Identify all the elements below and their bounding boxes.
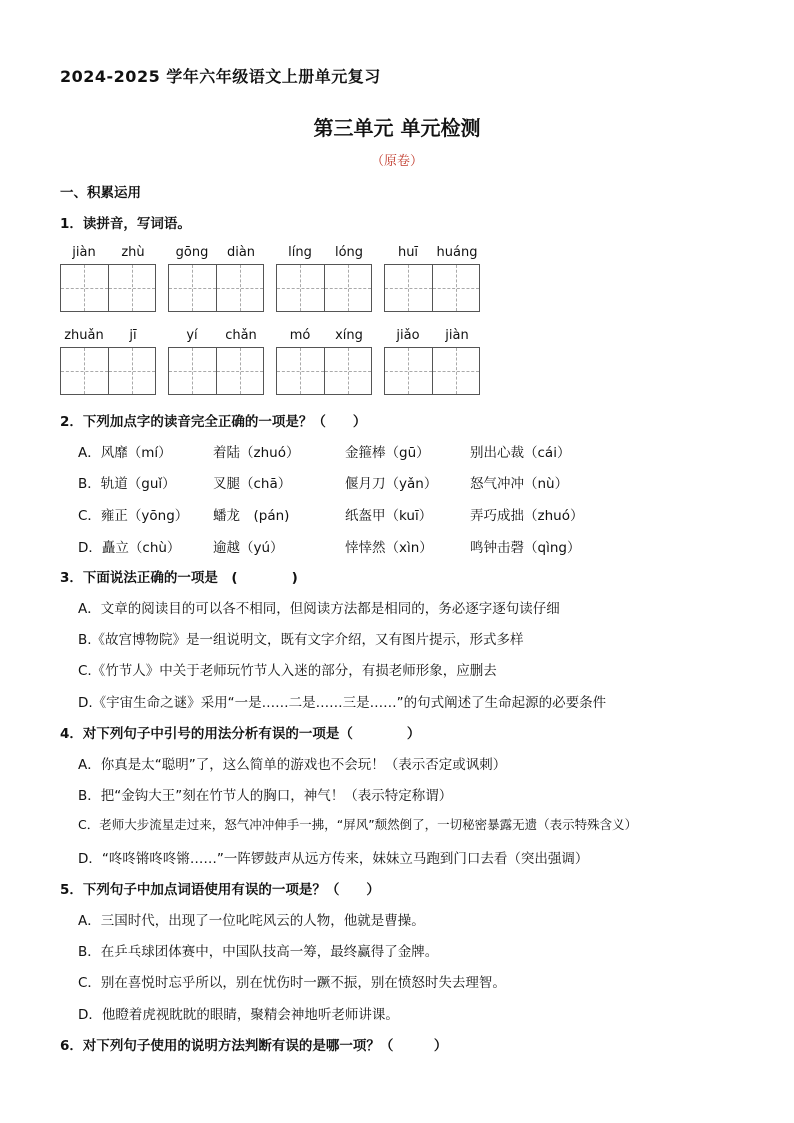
option-item: D．他瞪着虎视眈眈的眼睛，聚精会神地听老师讲课。 (78, 1007, 399, 1023)
option-item: C．别在喜悦时忘乎所以，别在忧伤时一蹶不振，别在愤怒时失去理智。 (78, 975, 506, 991)
question-3-stem: 3．下面说法正确的一项是 ( ) (60, 570, 298, 586)
option-item: A．风靡（mí） (78, 445, 172, 461)
pinyin-label: xíng (335, 328, 363, 343)
option-item: B．把“金钩大王”刻在竹节人的胸口，神气！（表示特定称谓） (78, 788, 453, 804)
writing-cell[interactable] (216, 265, 263, 311)
unit-title: 第三单元 单元检测 (313, 116, 481, 140)
pinyin-label: zhù (121, 245, 145, 260)
writing-cell[interactable] (277, 348, 324, 394)
writing-grid[interactable] (60, 347, 156, 395)
writing-cell[interactable] (169, 348, 216, 394)
writing-cell[interactable] (432, 265, 479, 311)
writing-cell[interactable] (108, 348, 155, 394)
option-item: C．老师大步流星走过来，怒气冲冲伸手一拂，“屏风”颓然倒了，一切秘密暴露无遗（表示特殊含义） (78, 817, 638, 832)
option-item: 别出心裁（cái） (470, 445, 571, 461)
option-item: A．你真是太“聪明”了，这么简单的游戏也不会玩！（表示否定或讽刺） (78, 757, 507, 773)
option-item: B．在乒乓球团体赛中，中国队技高一筹，最终赢得了金牌。 (78, 944, 439, 960)
writing-grid[interactable] (168, 264, 264, 312)
option-item: B.《故宫博物院》是一组说明文，既有文字介绍，又有图片提示，形式多样 (78, 632, 524, 648)
option-item: D.《宇宙生命之谜》采用“一是……二是……三是……”的句式阐述了生命起源的必要条件 (78, 695, 607, 711)
question-5-stem: 5．下列句子中加点词语使用有误的一项是？（ ） (60, 882, 380, 898)
option-item: D．“咚咚锵咚咚锵……”一阵锣鼓声从远方传来，妹妹立马跑到门口去看（突出强调） (78, 851, 589, 867)
pinyin-label: jiàn (445, 328, 469, 343)
writing-cell[interactable] (324, 265, 371, 311)
option-item: B．轨道（guǐ） (78, 476, 176, 492)
option-item: 偃月刀（yǎn） (345, 476, 438, 492)
option-item: C.《竹节人》中关于老师玩竹节人入迷的部分，有损老师形象，应删去 (78, 663, 497, 679)
question-2-stem: 2．下列加点字的读音完全正确的一项是？（ ） (60, 414, 367, 430)
writing-grid[interactable] (168, 347, 264, 395)
option-item: 叉腿（chā） (213, 476, 292, 492)
writing-cell[interactable] (169, 265, 216, 311)
option-item: D．矗立（chù） (78, 540, 181, 556)
option-item: 悻悻然（xìn） (345, 540, 433, 556)
pinyin-label: jiàn (72, 245, 96, 260)
option-item: C．雍正（yōng） (78, 508, 189, 524)
pinyin-label: líng (288, 245, 312, 260)
option-item: 纸盔甲（kuī） (345, 508, 433, 524)
option-item: 蟠龙 (pán) (213, 508, 290, 524)
writing-cell[interactable] (216, 348, 263, 394)
pinyin-label: lóng (334, 245, 364, 260)
paper-label: （原卷） (370, 154, 423, 169)
writing-cell[interactable] (432, 348, 479, 394)
writing-cell[interactable] (385, 348, 432, 394)
writing-cell[interactable] (108, 265, 155, 311)
option-item: 着陆（zhuó） (213, 445, 300, 461)
series-title: 2024-2025 学年六年级语文上册单元复习 (60, 67, 381, 86)
pinyin-label: jiǎo (396, 328, 420, 343)
question-1-stem: 1．读拼音，写词语。 (60, 216, 191, 232)
writing-grid[interactable] (384, 347, 480, 395)
option-item: 鸣钟击磬（qìng） (470, 540, 581, 556)
option-item: 怒气冲冲（nù） (470, 476, 569, 492)
pinyin-label: yí (186, 328, 198, 343)
writing-cell[interactable] (277, 265, 324, 311)
pinyin-label: diàn (226, 245, 256, 260)
writing-grid[interactable] (60, 264, 156, 312)
option-item: 逾越（yú） (213, 540, 284, 556)
option-item: A．文章的阅读目的可以各不相同，但阅读方法都是相同的，务必逐字逐句读仔细 (78, 601, 560, 617)
pinyin-label: huáng (436, 245, 478, 260)
pinyin-label: jī (129, 328, 137, 343)
writing-cell[interactable] (61, 265, 108, 311)
option-item: 弄巧成拙（zhuó） (470, 508, 584, 524)
option-item: A．三国时代，出现了一位叱咤风云的人物，他就是曹操。 (78, 913, 425, 929)
writing-grid[interactable] (384, 264, 480, 312)
pinyin-label: mó (289, 328, 311, 343)
pinyin-label: zhuǎn (64, 328, 104, 343)
pinyin-label: chǎn (225, 328, 257, 343)
question-4-stem: 4．对下列句子中引号的用法分析有误的一项是（ ） (60, 726, 421, 742)
writing-cell[interactable] (385, 265, 432, 311)
pinyin-label: huī (397, 245, 419, 260)
writing-cell[interactable] (324, 348, 371, 394)
writing-grid[interactable] (276, 264, 372, 312)
section-title: 一、积累运用 (60, 185, 141, 201)
writing-cell[interactable] (61, 348, 108, 394)
writing-grid[interactable] (276, 347, 372, 395)
option-item: 金箍棒（gū） (345, 445, 430, 461)
question-6-stem: 6．对下列句子使用的说明方法判断有误的是哪一项？（ ） (60, 1038, 448, 1054)
pinyin-label: gōng (175, 245, 209, 260)
